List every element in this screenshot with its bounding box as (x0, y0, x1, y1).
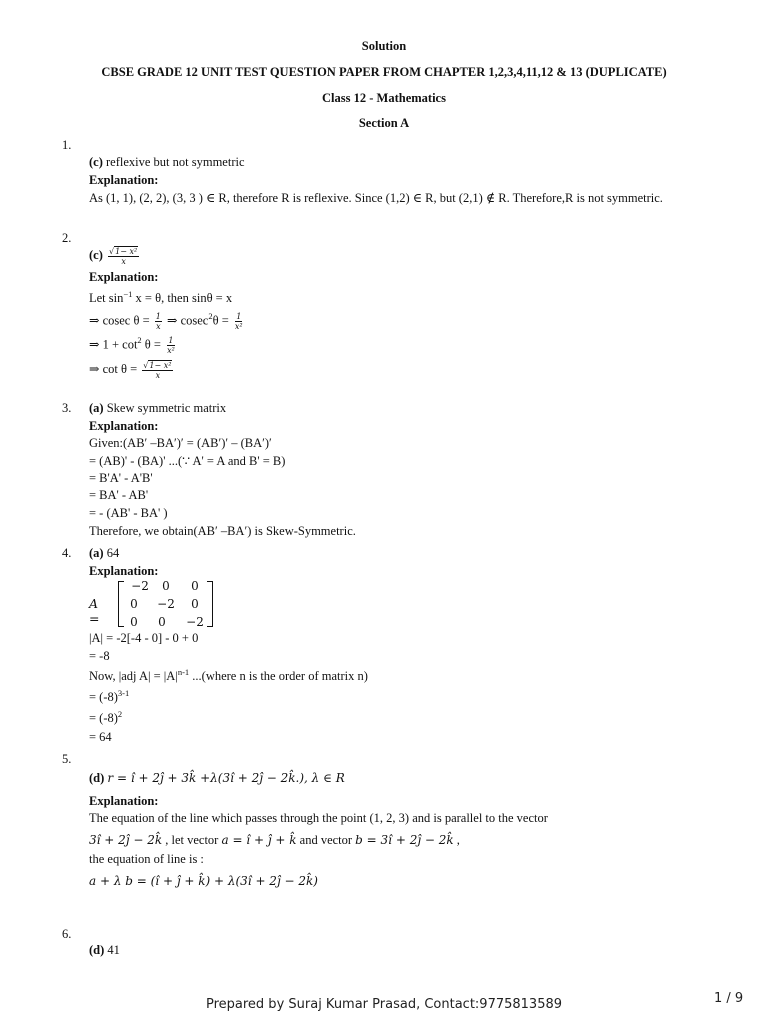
answer-line (89, 546, 119, 561)
explanation-line: Therefore, we obtain(AB′ –BA′) is Skew-Symmetric. (89, 524, 356, 538)
matrix-cell: −2 (186, 615, 204, 629)
explanation-label: Explanation: (89, 173, 159, 187)
explanation-label: Explanation: (89, 419, 159, 433)
text-fragment: ⇒ cot θ = (89, 361, 141, 376)
explanation-line: |A| = -2[-4 - 0] - 0 + 0 (89, 631, 199, 645)
answer-text: reflexive but not symmetric (106, 155, 245, 169)
matrix-cell: 0 (130, 597, 138, 611)
fraction-denominator: x (156, 322, 161, 331)
text-fragment: θ = (141, 337, 165, 352)
answer-line (89, 246, 141, 266)
page-number: 1 / 9 (714, 991, 744, 1006)
explanation-line (89, 288, 233, 306)
explanation-line: The equation of the line which passes through the point (1, 2, 3) and is parallel to the vector (89, 811, 548, 825)
fraction-numerator: 1− x² (115, 247, 138, 256)
answer-line (89, 155, 245, 170)
text-fragment: and vector (296, 833, 356, 847)
answer-option: (a) (89, 546, 104, 560)
fraction (155, 312, 162, 331)
explanation-line: = - (AB' - BA' ) (89, 506, 168, 520)
fraction-numerator: 1 (236, 312, 242, 321)
explanation-line (89, 336, 178, 355)
text-fragment: ⇒ cosec θ = (89, 313, 153, 328)
fraction-numerator: 1 (155, 312, 161, 321)
prepared-by-footer: Prepared by Suraj Kumar Prasad, Contact:9775813589 (205, 997, 563, 1012)
text-fragment: = (-8) (89, 711, 118, 725)
superscript: −1 (123, 288, 133, 299)
question-number: 3. (62, 401, 72, 415)
explanation-line: = (AB)' - (BA)' ...(∵ A' = A and B' = B) (89, 454, 286, 468)
text-fragment: , let vector (162, 833, 222, 847)
explanation-line: Given:(AB′ –BA′)′ = (AB′)′ – (BA′)′ (89, 436, 272, 450)
explanation-line: As (1, 1), (2, 2), (3, 3 ) ∈ R, therefore R is reflexive. Since (1,2) ∈ R, but (2,1) ∉ R. Therefore,R is not symmetric. (89, 191, 663, 205)
matrix-cell: 0 (162, 579, 170, 593)
text-fragment: = (-8) (89, 690, 118, 704)
subject-title: Class 12 - Mathematics (322, 91, 446, 105)
explanation-line: = BA' - AB' (89, 488, 149, 502)
math-fragment: a = î + ĵ + k̂ (221, 833, 297, 847)
explanation-line (89, 360, 175, 380)
superscript: 2 (208, 311, 213, 322)
right-bracket (207, 581, 213, 627)
answer-option: (d) (89, 771, 105, 785)
solution-heading: Solution (361, 39, 407, 53)
answer-line (89, 771, 345, 786)
explanation-label: Explanation: (89, 564, 159, 578)
fraction-numerator: 1 (168, 336, 174, 345)
matrix-cell: −2 (131, 579, 149, 593)
math-fragment: b = 3î + 2ĵ − 2k̂ (355, 833, 454, 847)
superscript: n-1 (177, 666, 190, 677)
fraction (234, 312, 244, 331)
text-fragment: Now, |adj A| = |A| (89, 669, 178, 683)
matrix-cell: −2 (157, 597, 175, 611)
answer-option: (a) (89, 401, 104, 415)
superscript: 3-1 (117, 687, 130, 698)
explanation-line: = B'A' - A'B' (89, 471, 153, 485)
explanation-line (89, 312, 246, 331)
fraction: $\frac{\text{√1− x²}}{x}$ (143, 361, 172, 380)
answer-option: (c) (89, 247, 103, 262)
answer-fraction: $\frac{\text{√1− x²}}{x}$ (109, 247, 138, 266)
explanation-line: = 64 (89, 730, 112, 744)
explanation-line (89, 833, 460, 848)
fraction (166, 336, 176, 355)
explanation-line (89, 687, 130, 705)
answer-text: 64 (106, 546, 120, 560)
explanation-label: Explanation: (89, 270, 159, 284)
text-fragment: ...(where n is the order of matrix n) (189, 669, 368, 683)
matrix-cell: 0 (130, 615, 138, 629)
text-fragment: θ = (212, 313, 232, 328)
matrix-cell: 0 (158, 615, 166, 629)
fraction-numerator: 1− x² (149, 361, 172, 370)
answer-line (89, 943, 120, 958)
question-number: 6. (62, 927, 72, 941)
answer-text: r = î + 2ĵ + 3k̂ +λ(3î + 2ĵ − 2k̂.), λ ∈ R (107, 771, 345, 785)
explanation-line: the equation of line is : (89, 852, 204, 866)
answer-option: (c) (89, 155, 103, 169)
text-fragment: x = θ, then sinθ = x (132, 291, 233, 305)
answer-text: Skew symmetric matrix (106, 401, 227, 415)
text-fragment: ⇒ 1 + cot (89, 337, 138, 352)
question-number: 2. (62, 231, 72, 245)
fraction-denominator: x² (234, 322, 243, 331)
superscript: 2 (137, 335, 142, 346)
answer-text: 41 (107, 943, 120, 957)
fraction-denominator: x² (167, 346, 175, 355)
paper-title: CBSE GRADE 12 UNIT TEST QUESTION PAPER FROM CHAPTER 1,2,3,4,11,12 & 13 (DUPLICATE) (101, 65, 667, 79)
text-fragment: ⇒ cosec (167, 313, 209, 328)
math-fragment: 3î + 2ĵ − 2k̂ (89, 833, 163, 847)
question-number: 5. (62, 752, 72, 766)
text-fragment: , (453, 833, 460, 847)
explanation-line: a + λ b = (î + ĵ + k̂) + λ(3î + 2ĵ − 2k̂) (89, 874, 318, 888)
explanation-line: = -8 (89, 649, 110, 663)
explanation-line (89, 666, 368, 684)
question-number: 1. (62, 138, 72, 152)
superscript: 2 (117, 708, 123, 719)
question-number: 4. (62, 546, 72, 560)
matrix-cell: 0 (191, 597, 199, 611)
text-fragment: Let sin (89, 291, 124, 305)
fraction-denominator: x (121, 257, 126, 266)
answer-option: (d) (89, 943, 105, 957)
answer-line (89, 401, 226, 416)
matrix-cell: 0 (191, 579, 199, 593)
matrix-label: A = (89, 596, 100, 626)
fraction-denominator: x (155, 371, 161, 380)
explanation-label: Explanation: (89, 794, 159, 808)
section-title: Section A (358, 116, 410, 130)
explanation-line (89, 708, 123, 726)
